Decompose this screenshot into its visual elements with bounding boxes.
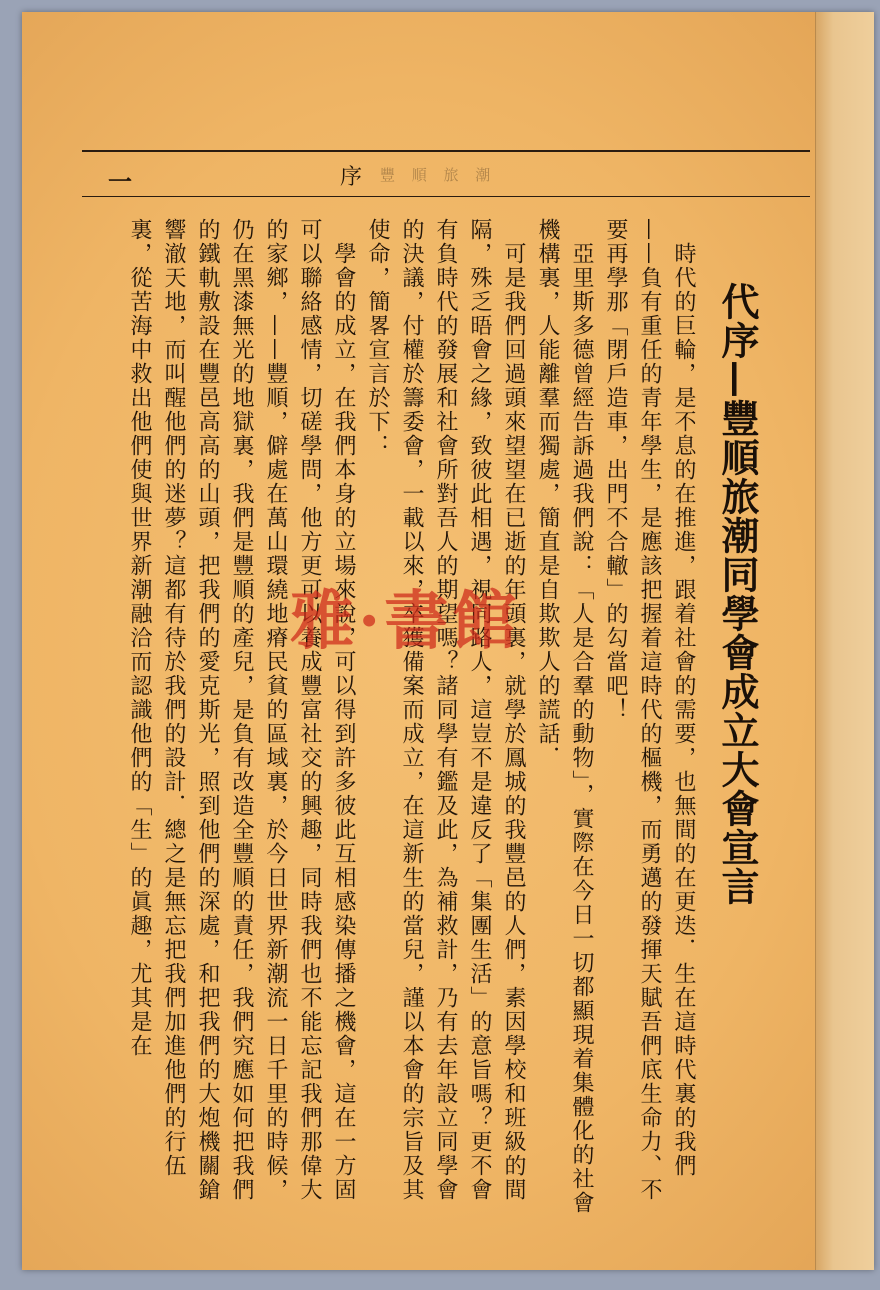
header-rule-bottom [82,196,810,197]
document-body: 時代的巨輪，是不息的在推進，跟着社會的需要，也無間的在更迭．生在這時代裏的我們——負有重任的青年學生，是應該把握着這時代的樞機，而勇邁的發揮天賦吾們底生命力、不要再學那「閉戶造車，出門不合轍」的勾當吧！ 亞里斯多德曾經告訴過我們說：「人是合羣的動物」，實際在今日一切都顯現着集體化的社會機構裏，人能離羣而獨處，簡直是自欺欺人的謊話． 可是我們回過頭來望望在已逝的年頭裏，就學於鳳城的我豐邑的人們，素因學校和班級的間隔，殊乏晤會之緣，致彼此相遇，視同路人，這豈不是違反了「集團生活」的意旨嗎？更不會有負時代的發展和社會所對吾人的期望嗎？諸同學有鑑及此，為補救計，乃有去年設立同學會的決議，付權於籌委會，一載以來，卒獲備案而成立，在這新生的當兒，謹以本會的宗旨及其使命，簡畧宣言於下： 學會的成立，在我們本身的立場來說，可以得到許多彼此互相感染傳播之機會，這在一方固可以聯絡感情，切磋學問，他方更可以養成豐富社交的興趣，同時我們也不能忘記我們那偉大的家鄉，——豐順，僻處在萬山環繞地瘠民貧的區域裏，於今日世界新潮流一日千里的時候，仍在黑漆無光的地獄裏，我們是豐順的產兒，是負有改造全豐順的責任，我們究應如何把我們的鐵軌敷設在豐邑高高的山頭，把我們的愛克斯光，照到他們的深處，和把我們的大炮機關鎗響澈天地，而叫醒他們的迷夢？這都有待於我們的設計．總之是無忘把我們加進他們的行伍裏，從苦海中救出他們使與世界新潮融洽而認識他們的「生」的眞趣，尤其是在 [127,218,696,1215]
show-through-text: 豐 順 旅 潮 [380,166,497,184]
running-title: 序 [340,165,365,190]
library-seal-watermark: 雅·書館 [290,584,521,659]
header-rule-top [82,150,810,152]
page-number: 一 [108,167,132,196]
page-fold [815,12,874,1270]
document-title: 代序—豐順旅潮同學會成立大會宣言 [715,282,760,906]
